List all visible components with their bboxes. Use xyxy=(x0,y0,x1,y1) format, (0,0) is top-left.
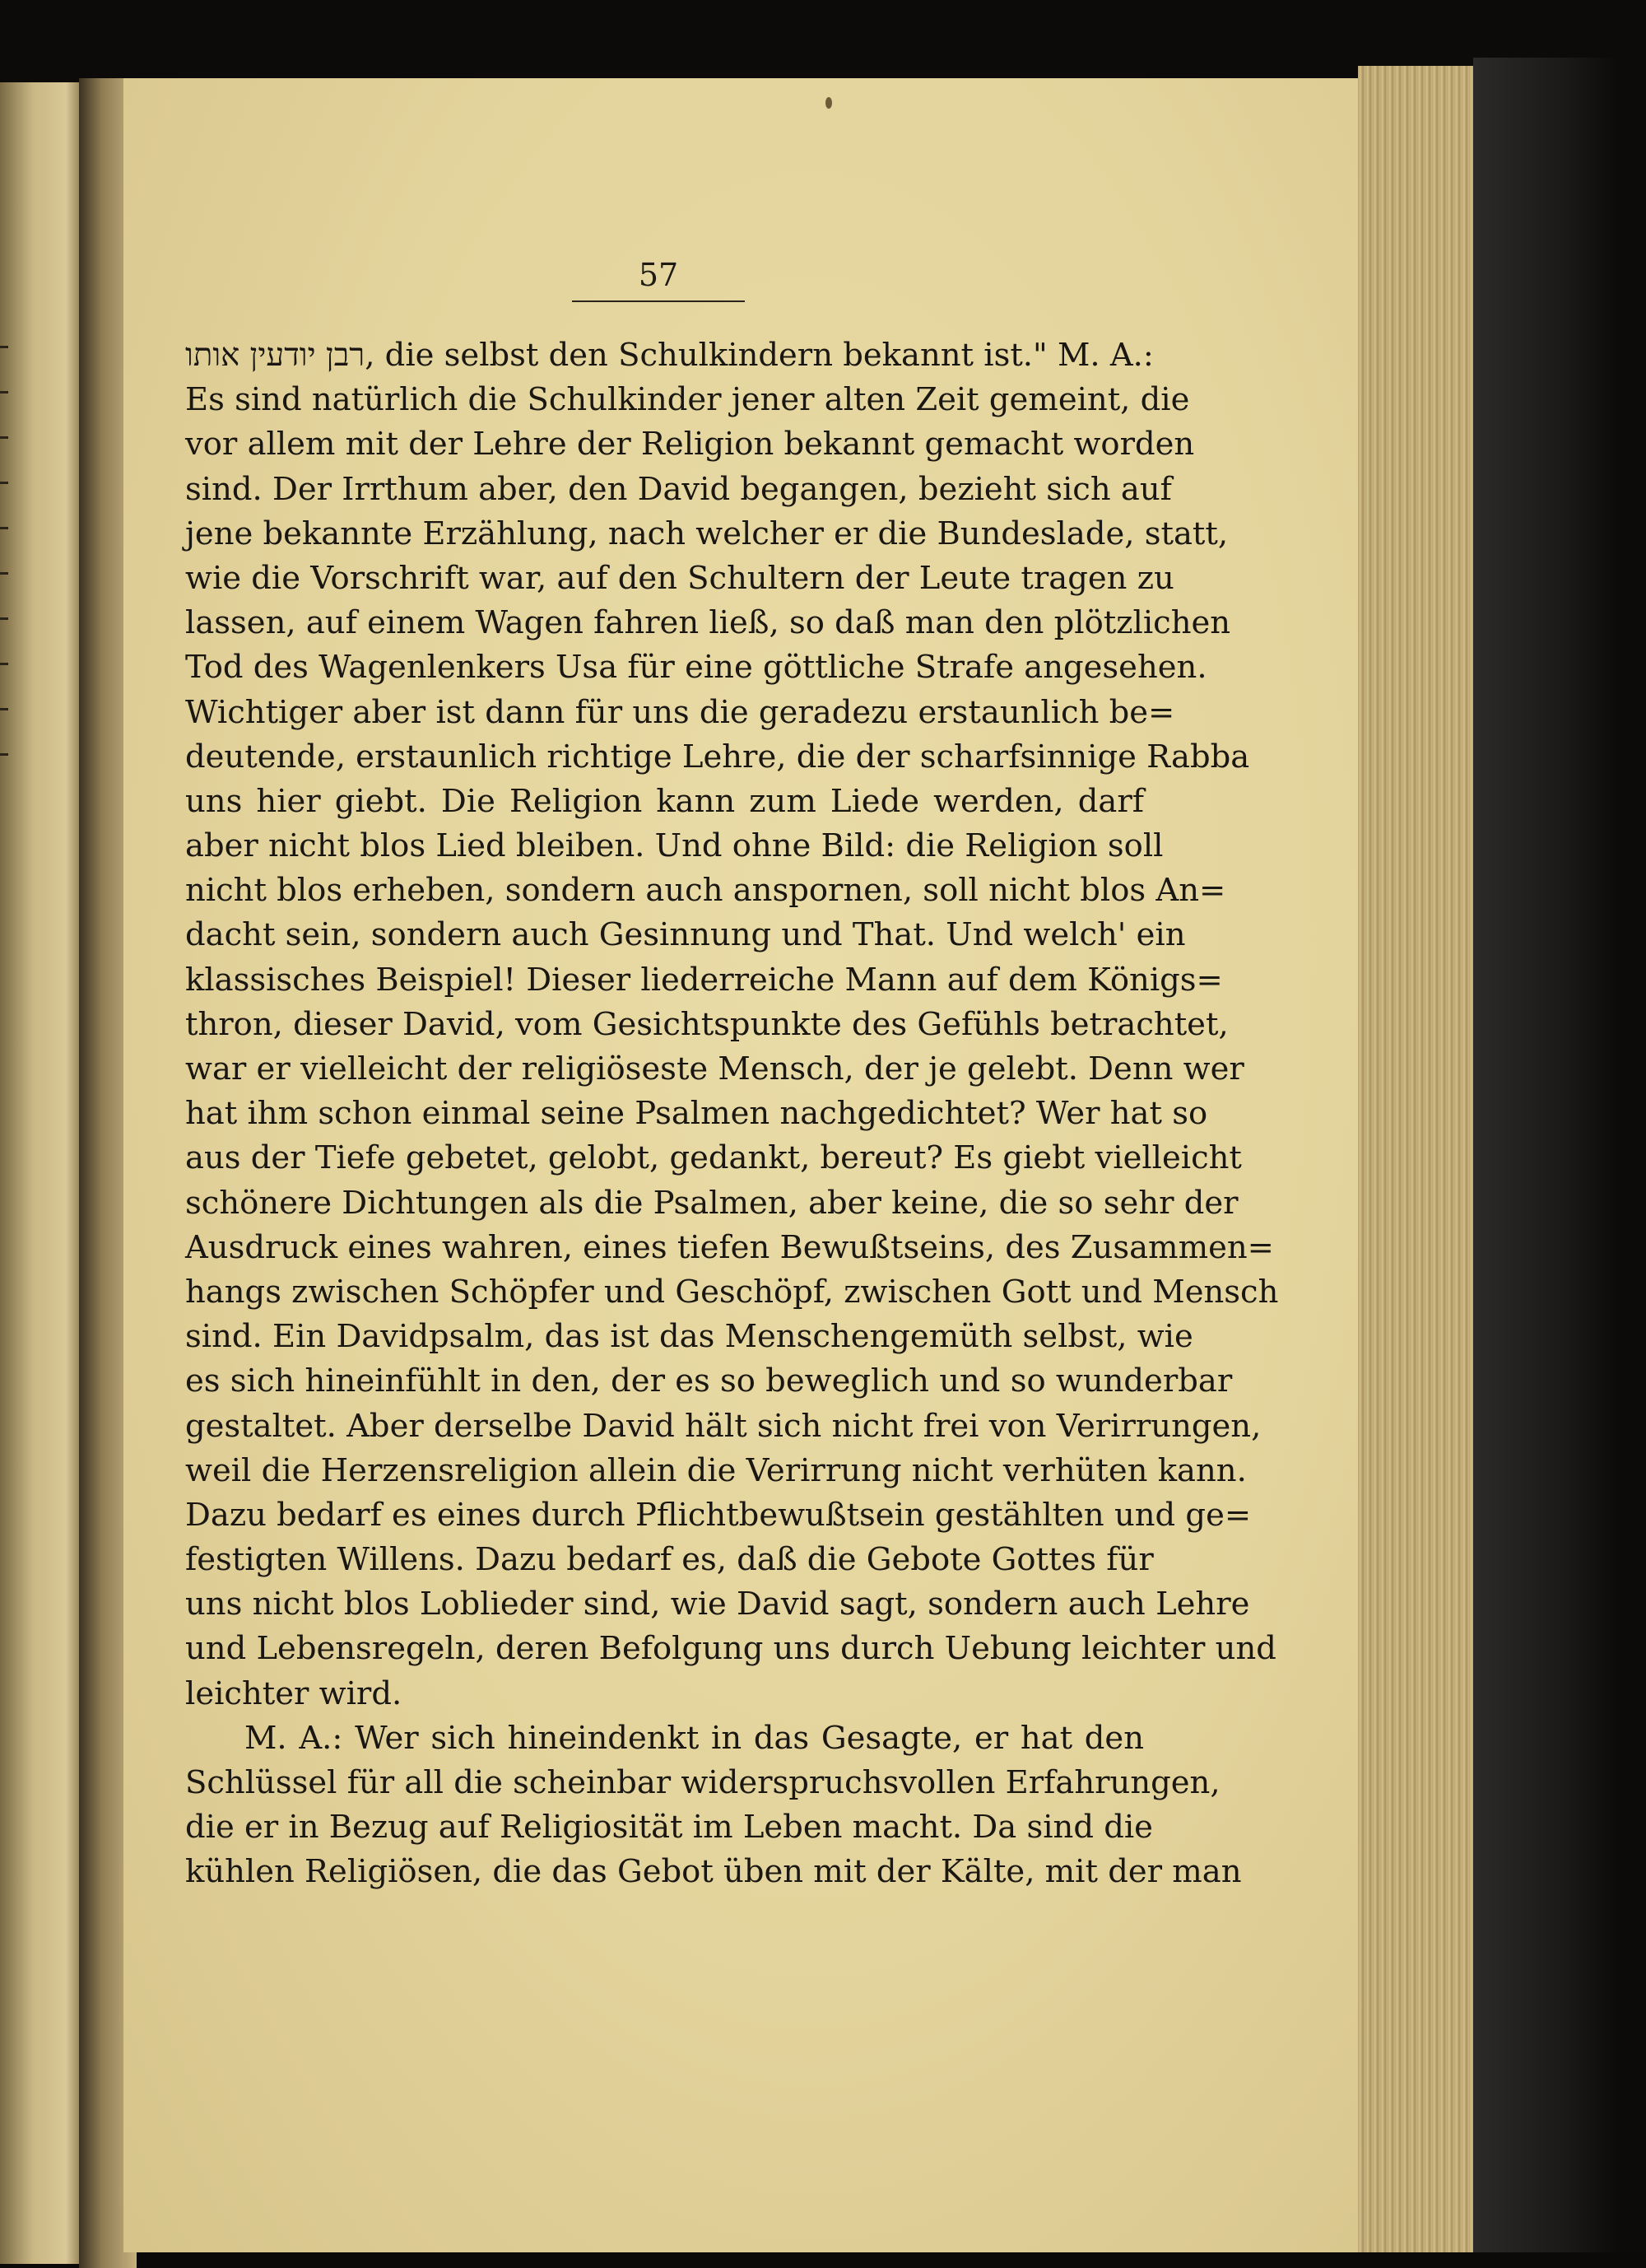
text-line: M. A.: Wer sich hineindenkt in das Gesagte, er hat den xyxy=(244,1719,1144,1757)
text-line: vor allem mit der Lehre der Religion bekannt gemacht worden xyxy=(185,426,1195,463)
text-line: hat ihm schon einmal seine Psalmen nachgedichtet? Wer hat so xyxy=(185,1095,1208,1133)
text-line: sind. Der Irrthum aber, den David begangen, bezieht sich auf xyxy=(185,470,1172,508)
text-line: aber nicht blos Lied bleiben. Und ohne Bild: die Religion soll xyxy=(185,827,1164,865)
text-line: die er in Bezug auf Religiosität im Leben macht. Da sind die xyxy=(185,1809,1153,1847)
text-line: Tod des Wagenlenkers Usa für eine göttliche Strafe angesehen. xyxy=(185,649,1207,687)
text-line: war er vielleicht der religiöseste Mensch, der je gelebt. Denn wer xyxy=(185,1050,1244,1087)
text-line: dacht sein, sondern auch Gesinnung und That. Und welch' ein xyxy=(185,916,1186,954)
text-line: Schlüssel für all die scheinbar widerspruchsvollen Erfahrungen, xyxy=(185,1764,1221,1801)
text-line: רבן יודעין אותו, die selbst den Schulkindern bekannt ist." M. A.: xyxy=(185,337,1154,374)
ink-spot xyxy=(825,97,832,109)
text-line: schönere Dichtungen als die Psalmen, aber keine, die so sehr der xyxy=(185,1184,1239,1222)
text-line: jene bekannte Erzählung, nach welcher er die Bundeslade, statt, xyxy=(185,515,1229,552)
text-line: deutende, erstaunlich richtige Lehre, die der scharfsinnige Rabba xyxy=(185,738,1250,775)
text-line: und Lebensregeln, deren Befolgung uns durch Uebung leichter und xyxy=(185,1630,1276,1668)
text-line: leichter wird. xyxy=(185,1674,402,1712)
text-line: Es sind natürlich die Schulkinder jener alten Zeit gemeint, die xyxy=(185,381,1190,419)
text-line: lassen, auf einem Wagen fahren ließ, so daß man den plötzlichen xyxy=(185,604,1231,642)
text-line: weil die Herzensreligion allein die Verirrung nicht verhüten kann. xyxy=(185,1451,1247,1489)
text-line: aus der Tiefe gebetet, gelobt, gedankt, bereut? Es giebt vielleicht xyxy=(185,1139,1242,1177)
text-line: gestaltet. Aber derselbe David hält sich nicht frei von Verirrungen, xyxy=(185,1407,1262,1445)
text-line: festigten Willens. Dazu bedarf es, daß die Gebote Gottes für xyxy=(185,1541,1154,1579)
text-line: Dazu bedarf es eines durch Pflichtbewußtsein gestählten und ge= xyxy=(185,1496,1252,1534)
text-line: uns nicht blos Loblieder sind, wie David sagt, sondern auch Lehre xyxy=(185,1586,1250,1623)
page-number: 57 xyxy=(638,257,679,293)
text-line: klassisches Beispiel! Dieser liederreiche Mann auf dem Königs= xyxy=(185,961,1223,999)
text-line: sind. Ein Davidpsalm, das ist das Menschengemüth selbst, wie xyxy=(185,1318,1193,1356)
book-cover-edge xyxy=(1473,58,1621,2252)
text-line: thron, dieser David, vom Gesichtspunkte des Gefühls betrachtet, xyxy=(185,1005,1229,1043)
text-line: uns hier giebt. Die Religion kann zum Liede werden, darf xyxy=(185,782,1144,820)
body-text xyxy=(185,333,1279,1895)
text-line: Ausdruck eines wahren, eines tiefen Bewußtseins, des Zusammen= xyxy=(185,1228,1274,1266)
text-line: hangs zwischen Schöpfer und Geschöpf, zwischen Gott und Mensch xyxy=(185,1273,1279,1311)
text-line: es sich hineinfühlt in den, der es so beweglich und so wunderbar xyxy=(185,1362,1233,1400)
page-number-rule xyxy=(572,300,745,302)
left-page-margin-marks xyxy=(0,346,18,840)
page-edges xyxy=(1358,66,1481,2252)
text-line: Wichtiger aber ist dann für uns die geradezu erstaunlich be= xyxy=(185,693,1175,731)
text-line: wie die Vorschrift war, auf den Schultern der Leute tragen zu xyxy=(185,559,1174,597)
text-line: nicht blos erheben, sondern auch anspornen, soll nicht blos An= xyxy=(185,872,1226,910)
text-line: kühlen Religiösen, die das Gebot üben mit der Kälte, mit der man xyxy=(185,1853,1242,1891)
